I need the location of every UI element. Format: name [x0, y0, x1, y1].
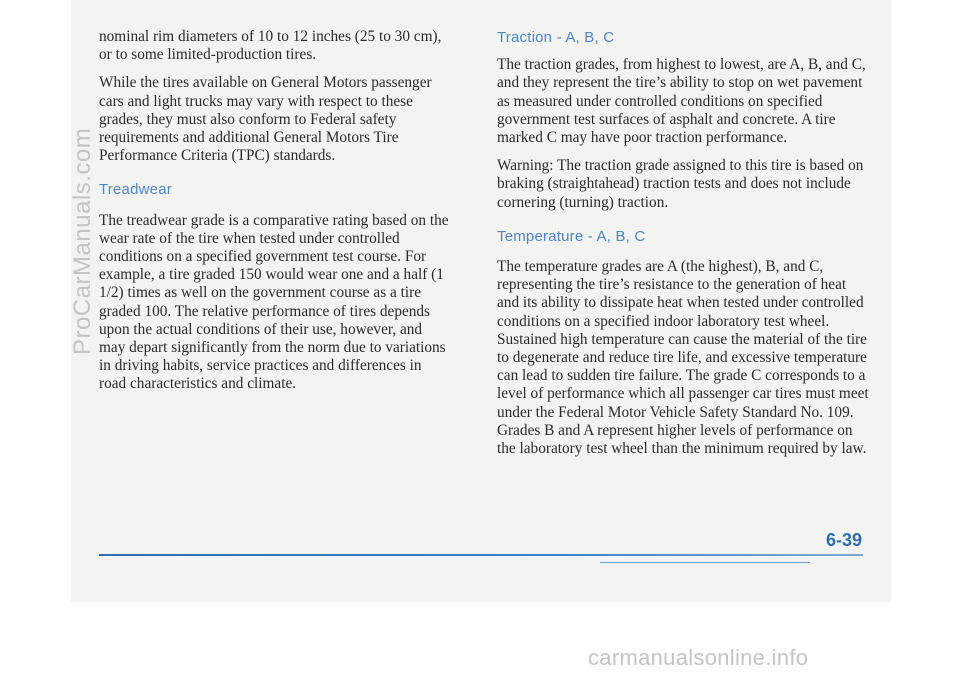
- footer-rule-secondary: [600, 562, 810, 563]
- footer-rule: [99, 554, 863, 556]
- left-column: [99, 28, 451, 404]
- left-paragraph-1: nominal rim diameters of 10 to 12 inches (25 to 30 cm), or to some limited-production tires.: [99, 28, 442, 64]
- traction-heading: Traction - A, B, C: [497, 29, 615, 46]
- temperature-heading: Temperature - A, B, C: [497, 227, 646, 245]
- treadwear-paragraph: The treadwear grade is a comparative rating based on the wear rate of the tire when tested under controlled conditions on a specified government test course. For example, a tire graded 150 would wear one and a half (1 1/2) times as well on the government course as a tire graded 100. The relative performance of tires depends upon the actual conditions of their use, however, and may depart significantly from the norm due to variations in driving habits, service practices and differences in road characteristics and climate.: [99, 211, 449, 393]
- right-column: [497, 29, 872, 468]
- left-paragraph-2: While the tires available on General Motors passenger cars and light trucks may vary with respect to these grades, they must also conform to Federal safety requirements and additional General Motors Tire Performance Criteria (TPC) standards.: [99, 74, 432, 165]
- traction-paragraph: The traction grades, from highest to lowest, are A, B, and C, and they represent the tire’s ability to stop on wet pavement as measured under controlled conditions on specified government test surfaces of asphalt and concrete. A tire marked C may have poor traction performance.: [497, 56, 866, 147]
- vertical-watermark: ProCarManuals.com: [69, 127, 96, 355]
- traction-warning: Warning: The traction grade assigned to this tire is based on braking (straightahead) traction tests and does not include cornering (turning) traction.: [497, 157, 864, 211]
- bottom-watermark[interactable]: carmanualsonline.info: [588, 645, 809, 670]
- page-number: 6-39: [826, 530, 863, 550]
- treadwear-heading: Treadwear: [99, 181, 172, 199]
- temperature-paragraph: The temperature grades are A (the highest), B, and C, representing the tire’s resistance to the generation of heat and its ability to dissipate heat when tested under controlled conditions on a specified indoor laboratory test wheel. Sustained high temperature can cause the material of the tire to degenerate and reduce tire life, and excessive temperature can lead to sudden tire failure. The grade C corresponds to a level of performance which all passenger car tires must meet under the Federal Motor Vehicle Safety Standard No. 109. Grades B and A represent higher levels of performance on the laboratory test wheel than the minimum required by law.: [497, 258, 869, 458]
